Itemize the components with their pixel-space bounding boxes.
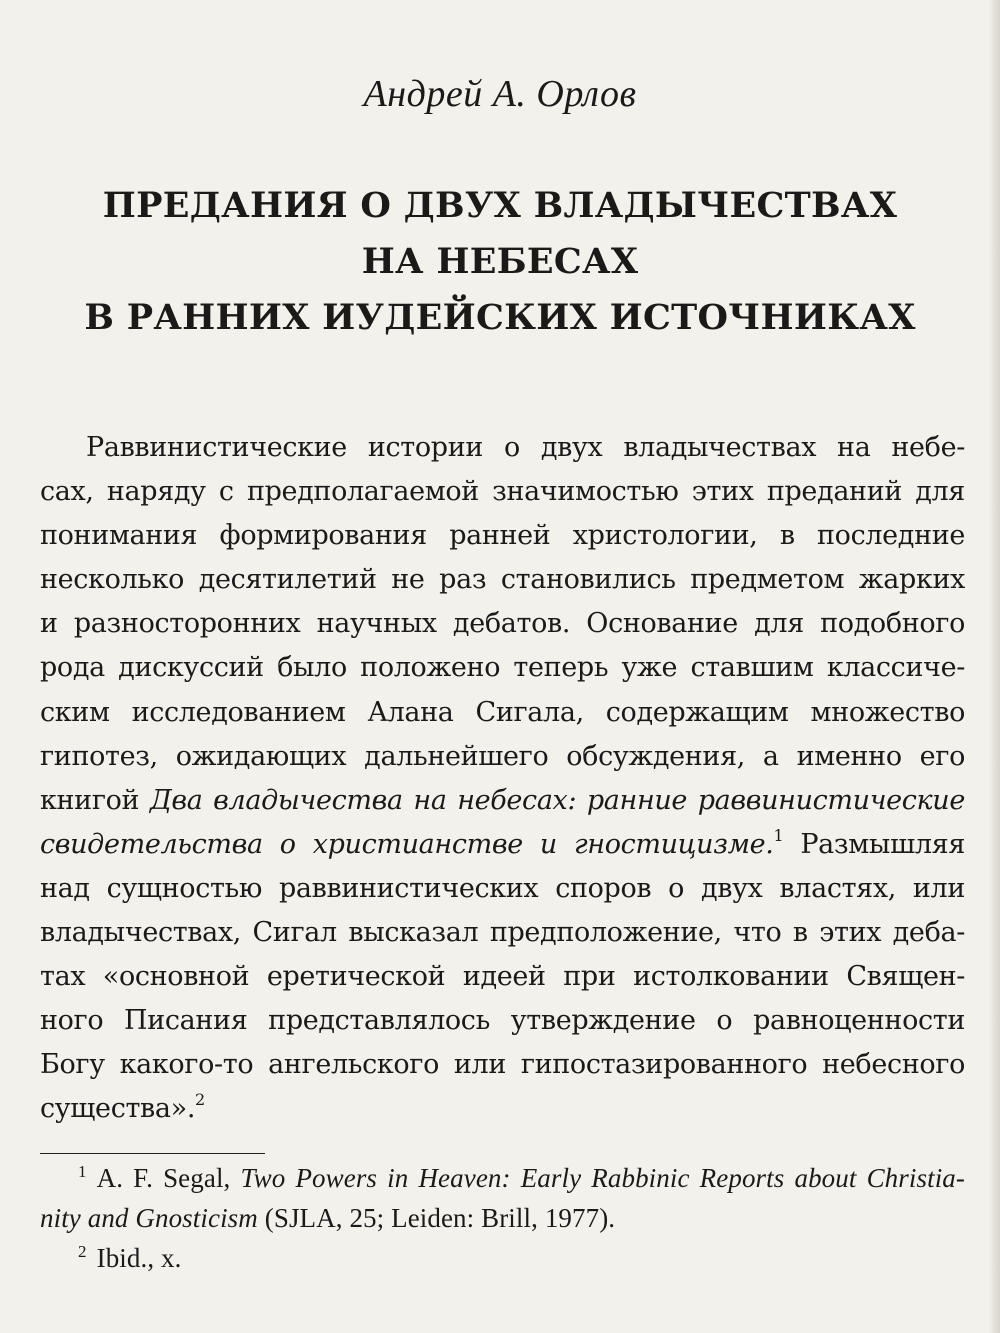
text-span: существа». — [40, 1093, 196, 1125]
footnote-number: 2 — [78, 1242, 87, 1261]
text-line: сах, наряду с предполагаемой значимостью этих преданий для — [40, 476, 965, 508]
text-line — [40, 779, 965, 823]
text-line — [40, 823, 965, 867]
footnote-2 — [40, 1238, 965, 1278]
chapter-title — [60, 178, 940, 346]
footnote-ref-2[interactable]: 2 — [195, 1090, 205, 1110]
text-line: рода дискуссий было положено теперь уже ставшим классиче- — [40, 652, 965, 684]
text-line: понимания формирования ранней христологии, в последние — [40, 520, 965, 552]
footnote-ref-1[interactable]: 1 — [773, 825, 784, 845]
body-paragraph — [40, 426, 965, 1132]
chapter-title-line: ПРЕДАНИЯ О ДВУХ ВЛАДЫЧЕСТВАХ — [102, 185, 898, 226]
footnote-1 — [40, 1158, 965, 1198]
text-line: ским исследованием Алана Сигала, содержащим множество — [40, 696, 965, 728]
book-title-italic: Два владычества на небесах: ранние раввинистические — [149, 784, 965, 816]
text-line: над сущностью раввинистических споров о двух властях, или — [40, 872, 965, 904]
text-line: тах «основной еретической идеей при истолковании Священ- — [40, 961, 965, 993]
author-name: Андрей А. Орлов — [363, 73, 637, 115]
text-line: ного Писания представлялось утверждение о равноценности — [40, 1005, 965, 1037]
footnote-1-continued — [40, 1198, 965, 1238]
footnote-number: 1 — [78, 1162, 87, 1181]
book-title-italic: свидетельства о христианстве и гностицизме. — [40, 828, 774, 860]
text-span: книгой — [40, 784, 150, 816]
book-title-italic: Two Powers in Heaven: Early Rabbinic Reports about Christia- — [240, 1163, 965, 1193]
text-span: Размышляя — [783, 828, 965, 860]
text-line: владычествах, Сигал высказал предположение, что в этих деба- — [40, 917, 965, 949]
text-line: Богу какого-то ангельского или гипостазированного небесного — [40, 1049, 965, 1081]
chapter-title-line: НА НЕБЕСАХ — [361, 241, 639, 282]
chapter-title-line: В РАННИХ ИУДЕЙСКИХ ИСТОЧНИКАХ — [84, 297, 916, 338]
text-line — [40, 1087, 965, 1131]
text-line: и разносторонних научных дебатов. Основание для подобного — [40, 608, 965, 640]
footnote-separator — [40, 1153, 265, 1154]
text-span: Ibid., x. — [96, 1243, 182, 1273]
text-line: несколько десятилетий не раз становились предметом жарких — [40, 564, 965, 596]
text-span: A. F. Segal, — [96, 1163, 241, 1193]
text-span: (SJLA, 25; Leiden: Brill, 1977). — [257, 1203, 616, 1233]
book-title-italic: nity and Gnosticism — [40, 1203, 258, 1233]
text-line: Раввинистические истории о двух владычествах на небе- — [86, 432, 965, 463]
footnotes — [40, 1158, 965, 1278]
text-line: гипотез, ожидающих дальнейшего обсуждения, а именно его — [40, 740, 965, 772]
